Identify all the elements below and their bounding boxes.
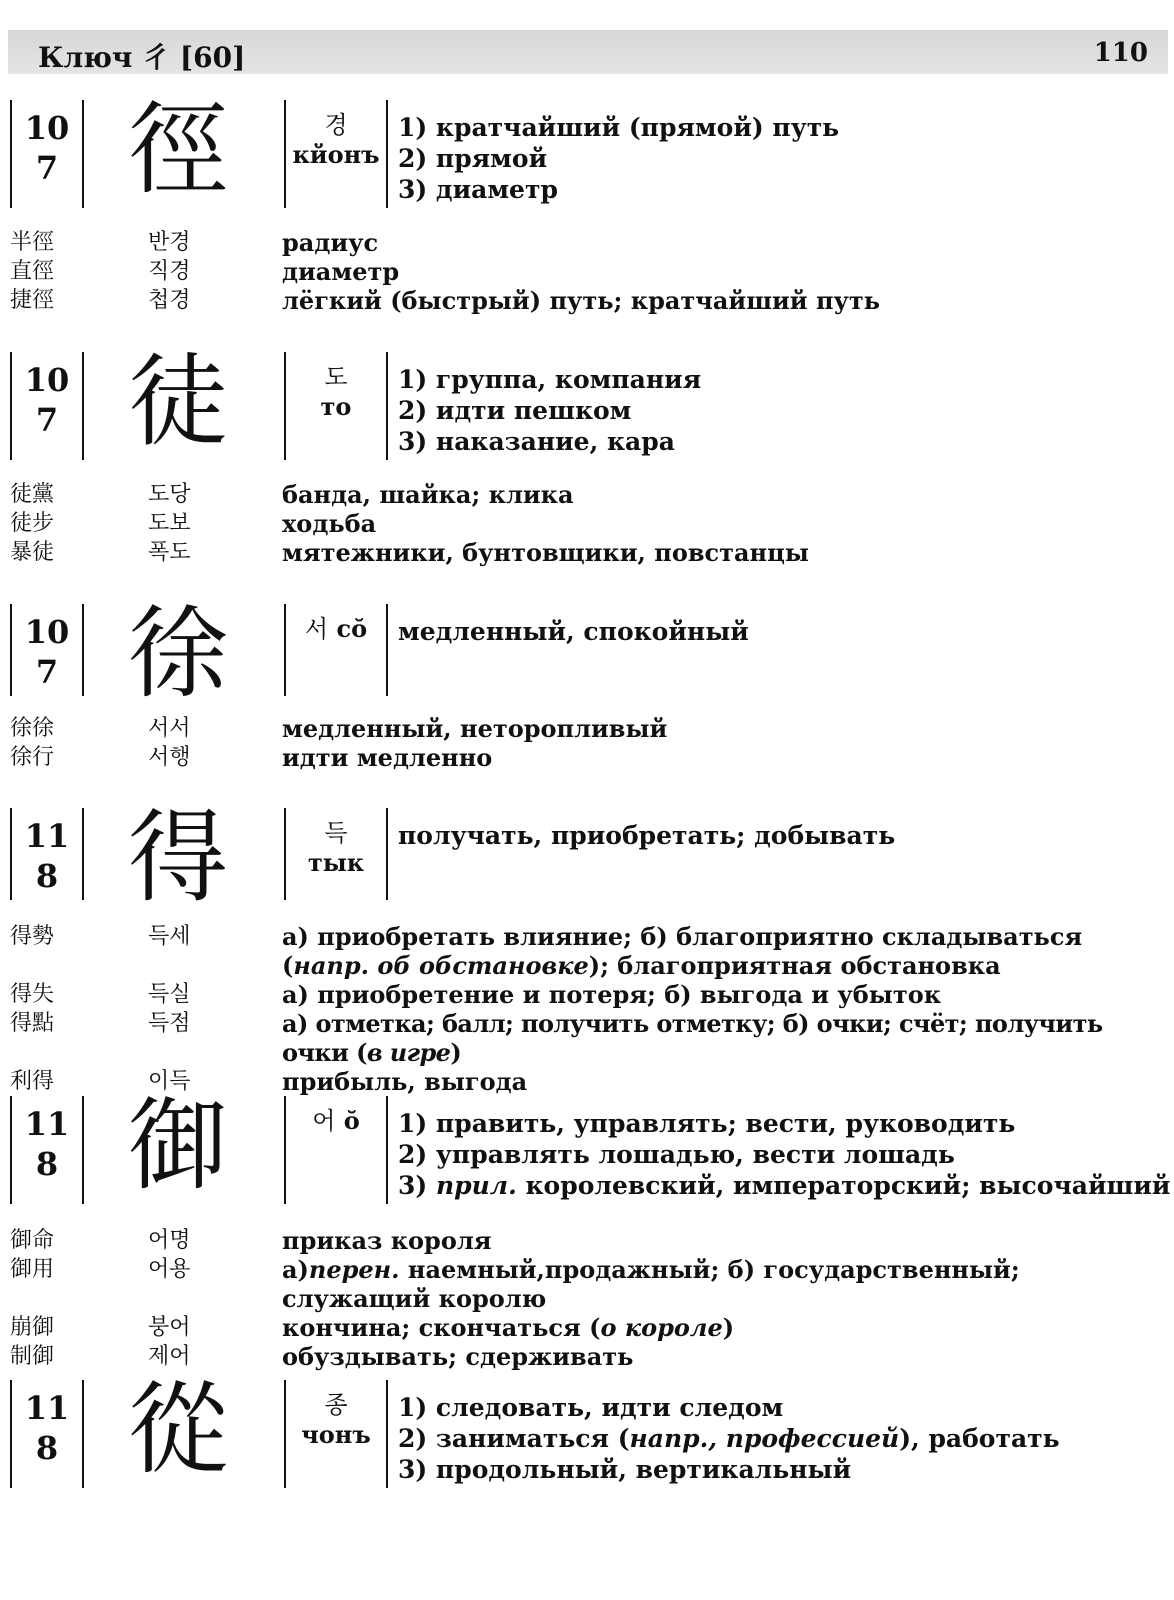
compound-hanja: 崩御 — [10, 1315, 55, 1340]
compound-translation: кончина; скончаться (о короле) — [282, 1313, 735, 1342]
stroke-total: 11 — [24, 1389, 70, 1427]
sense: 3) продольный, вертикальный — [398, 1455, 852, 1484]
senses — [398, 616, 749, 647]
compound-row — [0, 509, 1174, 538]
compound-hanja: 得勢 — [10, 924, 55, 949]
compound-hangul: 득실 — [148, 982, 191, 1007]
entry-to — [0, 343, 1174, 567]
compound-hangul: 도보 — [148, 511, 191, 536]
compound-row — [0, 743, 1174, 772]
compound-hangul: 도당 — [148, 482, 191, 507]
transliteration: кйонъ — [292, 140, 380, 169]
reading — [284, 808, 388, 900]
compound-list — [0, 480, 1174, 567]
hangul-reading: 경 — [324, 111, 348, 139]
stroke-total: 11 — [24, 1105, 70, 1143]
stroke-extra: 8 — [35, 1145, 59, 1183]
compound-hangul: 폭도 — [148, 540, 191, 565]
compound-hangul: 반경 — [148, 230, 191, 255]
compound-translation: обуздывать; сдерживать — [282, 1342, 634, 1371]
compound-hanja: 半徑 — [10, 230, 55, 255]
compound-hanja: 得失 — [10, 982, 55, 1007]
sense: 3) прил. королевский, императорский; высочайший — [398, 1171, 1171, 1200]
transliteration: тык — [307, 848, 365, 877]
transliteration: то — [320, 392, 352, 421]
compound-hangul: 득점 — [148, 1011, 191, 1036]
headword-character: 徐 — [128, 595, 228, 712]
compound-hanja: 徒黨 — [10, 482, 55, 507]
compound-translation: медленный, неторопливый — [282, 714, 668, 743]
sense: 1) править, управлять; вести, руководить — [398, 1109, 1016, 1138]
senses — [398, 1392, 1060, 1485]
compound-hanja: 利得 — [10, 1069, 55, 1094]
compound-hanja: 捷徑 — [10, 288, 55, 313]
compound-hanja: 徐徐 — [10, 716, 55, 741]
headword-character: 御 — [128, 1087, 228, 1204]
stroke-counts — [10, 100, 84, 208]
compound-row — [0, 1342, 1174, 1371]
compound-hanja: 直徑 — [10, 259, 55, 284]
stroke-counts — [10, 352, 84, 460]
compound-hangul: 직경 — [148, 259, 191, 284]
compound-translation: прибыль, выгода — [282, 1067, 528, 1096]
hangul-reading: 득 — [324, 819, 348, 847]
compound-hangul: 서행 — [148, 745, 191, 770]
compound-translation: а)перен. наемный,продажный; б) государственный; служащий королю — [282, 1255, 1020, 1313]
compound-hanja: 暴徒 — [10, 540, 55, 565]
compound-row — [0, 1313, 1174, 1342]
compound-row — [0, 228, 1174, 257]
headword-character: 得 — [128, 799, 228, 916]
stroke-extra: 7 — [35, 401, 59, 439]
compound-translation: а) приобретение и потеря; б) выгода и убыток — [282, 980, 942, 1009]
compound-row — [0, 922, 1174, 980]
page-header — [8, 30, 1168, 74]
senses — [398, 1108, 1170, 1201]
sense: 1) следовать, идти следом — [398, 1393, 784, 1422]
compound-row — [0, 480, 1174, 509]
senses — [398, 364, 701, 457]
transliteration: ŏ — [343, 1106, 360, 1135]
sense: 1) кратчайший (прямой) путь — [398, 113, 840, 142]
compound-row — [0, 1255, 1174, 1313]
entry-so — [0, 595, 1174, 772]
reading — [284, 1380, 388, 1488]
compound-translation: банда, шайка; клика — [282, 480, 574, 509]
reading — [284, 100, 388, 208]
stroke-extra: 8 — [35, 1429, 59, 1467]
headword-character: 徑 — [128, 91, 228, 208]
compound-hanja: 徐行 — [10, 745, 55, 770]
entry-tyk — [0, 799, 1174, 1096]
sense: 2) заниматься (напр., профессией), работать — [398, 1424, 1060, 1453]
stroke-counts — [10, 808, 84, 900]
compound-row — [0, 538, 1174, 567]
compound-list — [0, 922, 1174, 1096]
compound-translation: ходьба — [282, 509, 377, 538]
compound-translation: диаметр — [282, 257, 400, 286]
compound-hangul: 제어 — [148, 1344, 191, 1369]
reading — [284, 352, 388, 460]
sense: 2) идти пешком — [398, 396, 632, 425]
compound-hanja: 御命 — [10, 1228, 55, 1253]
compound-hangul: 득세 — [148, 924, 191, 949]
headword-character: 從 — [128, 1371, 228, 1488]
stroke-counts — [10, 604, 84, 696]
stroke-extra: 7 — [35, 149, 59, 187]
compound-row — [0, 714, 1174, 743]
compound-hangul: 서서 — [148, 716, 191, 741]
compound-hangul: 어명 — [148, 1228, 191, 1253]
transliteration: сŏ — [336, 614, 368, 643]
sense: 3) наказание, кара — [398, 427, 675, 456]
compound-translation: идти медленно — [282, 743, 493, 772]
compound-list — [0, 228, 1174, 315]
entry-chong — [0, 1371, 1174, 1492]
senses — [398, 820, 895, 851]
page-title: Ключ 彳 [60] — [38, 41, 246, 74]
hangul-reading: 종 — [324, 1391, 348, 1419]
reading — [284, 604, 388, 696]
hangul-reading: 서 — [304, 615, 329, 643]
compound-hanja: 徒步 — [10, 511, 55, 536]
sense: 3) диаметр — [398, 175, 558, 204]
compound-hangul: 붕어 — [148, 1315, 191, 1340]
sense: медленный, спокойный — [398, 617, 749, 646]
stroke-total: 10 — [24, 109, 70, 147]
reading — [284, 1096, 388, 1204]
sense: 2) управлять лошадью, вести лошадь — [398, 1140, 955, 1169]
stroke-extra: 7 — [35, 653, 59, 691]
compound-row — [0, 257, 1174, 286]
compound-row — [0, 286, 1174, 315]
compound-row — [0, 1009, 1174, 1067]
sense: 1) группа, компания — [398, 365, 702, 394]
entry-kyong — [0, 91, 1174, 315]
entry-o — [0, 1087, 1174, 1371]
stroke-counts — [10, 1380, 84, 1488]
compound-translation: мятежники, бунтовщики, повстанцы — [282, 538, 809, 567]
stroke-extra: 8 — [35, 857, 59, 895]
stroke-total: 11 — [24, 817, 70, 855]
compound-hanja: 制御 — [10, 1344, 55, 1369]
hangul-reading: 도 — [324, 363, 348, 391]
compound-translation: лёгкий (быстрый) путь; кратчайший путь — [282, 286, 881, 315]
stroke-total: 10 — [24, 613, 70, 651]
compound-hangul: 이득 — [148, 1069, 191, 1094]
compound-list — [0, 714, 1174, 772]
senses — [398, 112, 839, 205]
stroke-counts — [10, 1096, 84, 1204]
compound-translation: а) отметка; балл; получить отметку; б) очки; счёт; получить очки (в игре) — [282, 1009, 1103, 1067]
compound-row — [0, 980, 1174, 1009]
compound-hanja: 御用 — [10, 1257, 55, 1282]
compound-translation: а) приобретать влияние; б) благоприятно складываться (напр. об обстановке); благоприятная обстановка — [282, 922, 1083, 980]
compound-hanja: 得點 — [10, 1011, 55, 1036]
compound-hangul: 첩경 — [148, 288, 191, 313]
stroke-total: 10 — [24, 361, 70, 399]
page-number: 110 — [1093, 38, 1148, 68]
transliteration: чонъ — [301, 1420, 371, 1449]
sense: получать, приобретать; добывать — [398, 821, 896, 850]
compound-hangul: 어용 — [148, 1257, 191, 1282]
sense: 2) прямой — [398, 144, 548, 173]
compound-list — [0, 1226, 1174, 1371]
compound-row — [0, 1226, 1174, 1255]
compound-translation: приказ короля — [282, 1226, 492, 1255]
hangul-reading: 어 — [312, 1107, 336, 1135]
compound-translation: радиус — [282, 228, 379, 257]
headword-character: 徒 — [128, 343, 228, 460]
